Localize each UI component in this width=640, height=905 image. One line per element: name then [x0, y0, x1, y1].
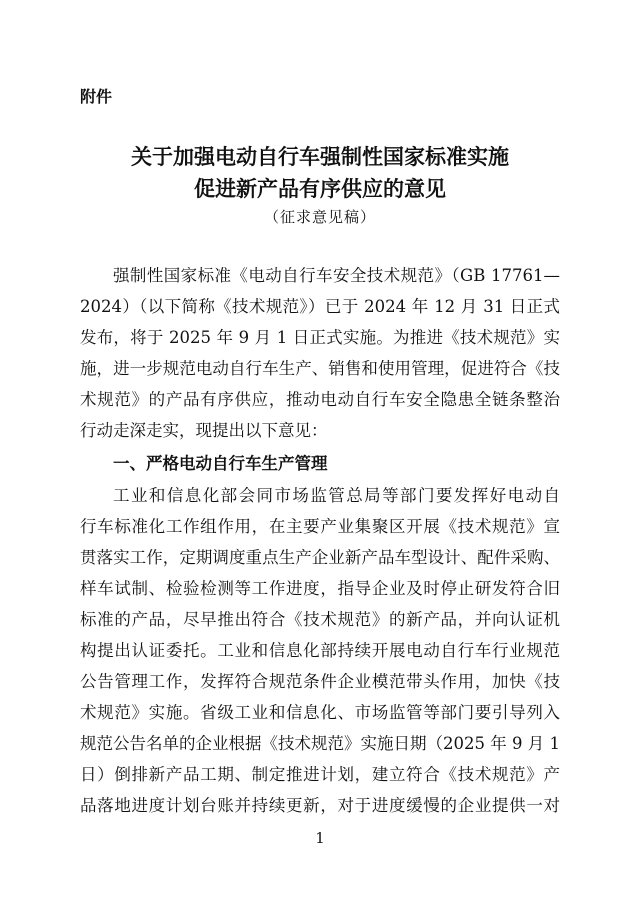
section-1-line: 标准的产品，尽早推出符合《技术规范》的新产品，并向认证机: [80, 610, 560, 629]
attachment-label: 附件: [80, 87, 113, 106]
intro-line: 强制性国家标准《电动自行车安全技术规范》（GB 17761—: [113, 266, 560, 285]
section-1-line: 工业和信息化部会同市场监管总局等部门要发挥好电动自: [113, 486, 560, 505]
intro-line: 发布，将于 2025 年 9 月 1 日正式实施。为推进《技术规范》实: [80, 328, 560, 347]
document-title-line-1: 关于加强电动自行车强制性国家标准实施: [131, 144, 509, 169]
section-1-line: 构提出认证委托。工业和信息化部持续开展电动自行车行业规范: [80, 641, 560, 660]
intro-line: 施，进一步规范电动自行车生产、销售和使用管理，促进符合《技: [80, 359, 560, 378]
section-1-line: 术规范》实施。省级工业和信息化、市场监管等部门要引导列入: [80, 703, 560, 722]
intro-line: 术规范》的产品有序供应，推动电动自行车安全隐患全链条整治: [80, 390, 560, 409]
section-1-line: 规范公告名单的企业根据《技术规范》实施日期（2025 年 9 月 1: [80, 734, 560, 753]
page-number: 1: [315, 829, 325, 847]
section-1-line: 品落地进度计划台账并持续更新，对于进度缓慢的企业提供一对: [80, 796, 560, 815]
intro-line: 2024）（以下简称《技术规范》）已于 2024 年 12 月 31 日正式: [80, 297, 560, 316]
section-1-line: 日）倒排新产品工期、制定推进计划，建立符合《技术规范》产: [80, 765, 560, 784]
section-1-line: 样车试制、检验检测等工作进度，指导企业及时停止研发符合旧: [80, 579, 560, 598]
section-1-heading: 一、严格电动自行车生产管理: [113, 454, 328, 473]
section-1-line: 贯落实工作，定期调度重点生产企业新产品车型设计、配件采购、: [80, 548, 560, 567]
section-1-line: 公告管理工作，发挥符合规范条件企业模范带头作用，加快《技: [80, 672, 560, 691]
intro-line: 行动走深走实，现提出以下意见：: [80, 421, 328, 440]
document-title-line-2: 促进新产品有序供应的意见: [194, 176, 446, 201]
section-1-line: 行车标准化工作组作用，在主要产业集聚区开展《技术规范》宣: [80, 517, 560, 536]
draft-note: （征求意见稿）: [263, 208, 376, 226]
